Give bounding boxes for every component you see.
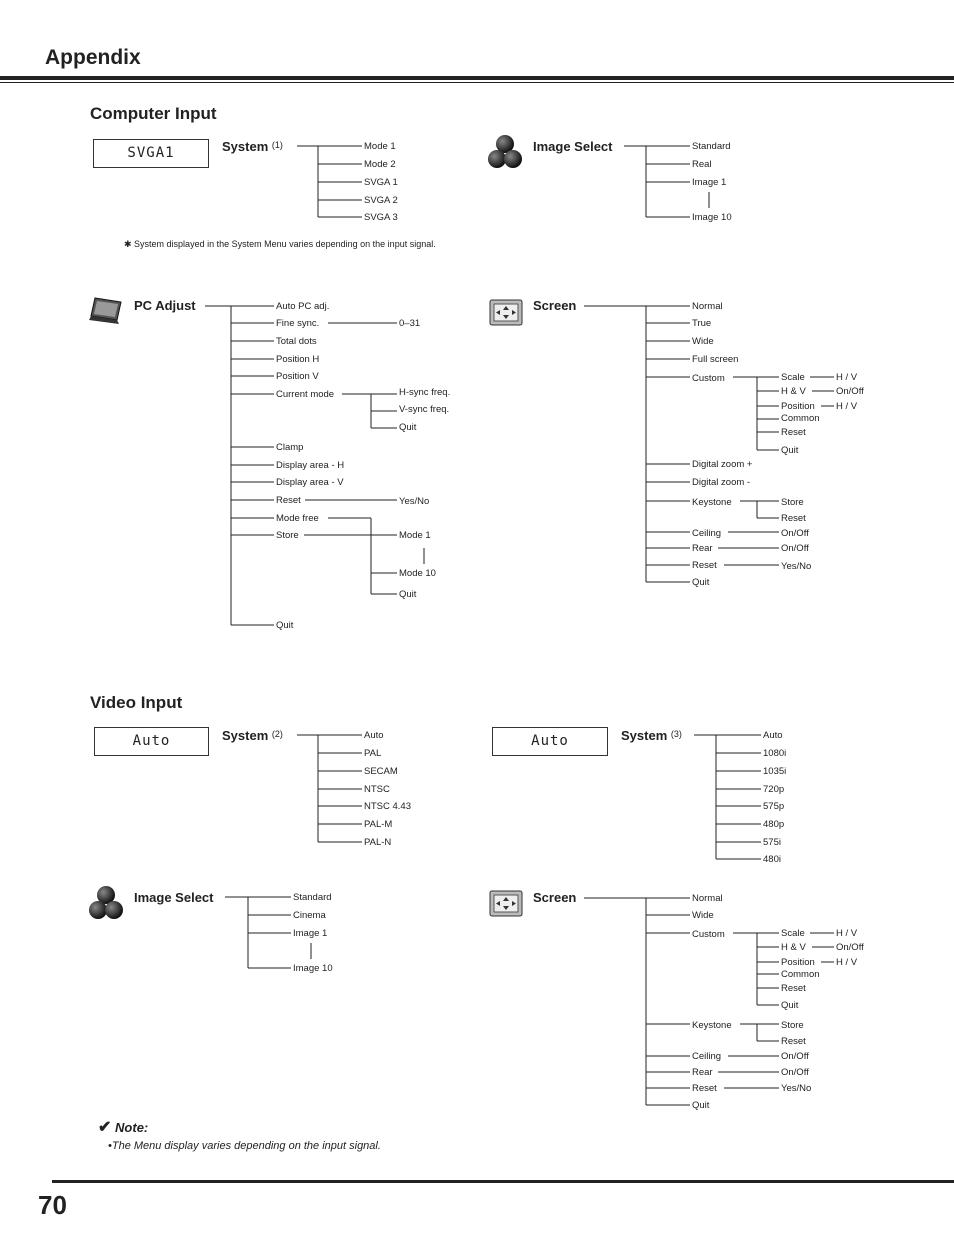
page-title: Appendix — [45, 46, 141, 69]
note-text: •The Menu display varies depending on the input signal. — [108, 1140, 381, 1152]
custom-value: On/Off — [836, 386, 864, 397]
image-select-icon — [89, 884, 123, 922]
screen-item: Keystone — [692, 497, 732, 508]
pc-adjust-item: Store — [276, 530, 299, 541]
system-menu-label: System $^{(1)}$ — [222, 139, 283, 154]
screen-item: Reset — [692, 1083, 717, 1094]
system-item: NTSC 4.43 — [364, 801, 411, 812]
screen-reset-value: Yes/No — [781, 561, 812, 572]
image-select-icon — [488, 133, 522, 171]
system-item: Mode 1 — [364, 141, 396, 152]
system-item: 480i — [763, 854, 781, 865]
custom-value: On/Off — [836, 942, 864, 953]
current-mode-sub-item: Quit — [399, 422, 417, 433]
pc-adjust-item: Current mode — [276, 389, 335, 400]
custom-sub-item: Reset — [781, 427, 806, 438]
screen-item: Digital zoom + — [692, 459, 753, 470]
store-sub-item: Quit — [399, 589, 417, 600]
pc-adjust-menu-label: PC Adjust — [134, 298, 196, 313]
auto-display-box: Auto — [94, 727, 209, 756]
reset-value: Yes/No — [399, 496, 430, 507]
system-item: 575i — [763, 837, 781, 848]
screen-item: Custom — [692, 929, 725, 940]
image-select-item: Cinema — [293, 910, 326, 921]
screen-item: Custom — [692, 373, 725, 384]
screen-item: Rear — [692, 1067, 713, 1078]
screen-reset-value: Yes/No — [781, 1083, 812, 1094]
system-item: SVGA 3 — [364, 212, 398, 223]
screen-item: Full screen — [692, 354, 739, 365]
image-select-menu-label: Image Select — [134, 890, 214, 905]
screen-item: Digital zoom - — [692, 477, 751, 488]
custom-value: H / V — [836, 957, 858, 968]
pc-adjust-item: Display area - V — [276, 477, 344, 488]
screen-item: Normal — [692, 893, 723, 904]
checkmark-icon: ✔ — [98, 1119, 112, 1136]
screen-icon — [489, 889, 523, 919]
system-item: SVGA 1 — [364, 177, 398, 188]
system-menu-label: System $^{(3)}$ — [621, 728, 682, 743]
image-select-item: Image 10 — [293, 963, 333, 974]
system-item: 1080i — [763, 748, 787, 759]
screen-item: Normal — [692, 301, 723, 312]
current-mode-sub-item: H-sync freq. — [399, 387, 451, 398]
system-item: 720p — [763, 784, 785, 795]
pc-adjust-item: Mode free — [276, 513, 319, 524]
image-select-item: Real — [692, 159, 712, 170]
ceiling-value: On/Off — [781, 1051, 809, 1062]
image-select-item: Standard — [293, 892, 332, 903]
system-item: Auto — [763, 730, 783, 741]
system-item: 480p — [763, 819, 785, 830]
custom-sub-item: Quit — [781, 1000, 799, 1011]
page-number: 70 — [38, 1190, 67, 1220]
laptop-icon — [87, 296, 125, 330]
system-item: PAL-N — [364, 837, 392, 848]
custom-sub-item: Scale — [781, 372, 805, 383]
screen-item: Wide — [692, 336, 714, 347]
store-sub-item: Mode 10 — [399, 568, 436, 579]
system-item: PAL-M — [364, 819, 393, 830]
ceiling-value: On/Off — [781, 528, 809, 539]
pc-adjust-item: Fine sync. — [276, 318, 320, 329]
custom-value: H / V — [836, 401, 858, 412]
video-input-title: Video Input — [90, 693, 183, 712]
screen-menu-label: Screen — [533, 298, 577, 313]
pc-adjust-item: Position V — [276, 371, 319, 382]
custom-sub-item: Reset — [781, 983, 806, 994]
pc-adjust-item: Position H — [276, 354, 320, 365]
pc-adjust-item: Auto PC adj. — [276, 301, 330, 312]
pc-adjust-item: Reset — [276, 495, 301, 506]
custom-sub-item: H & V — [781, 942, 806, 953]
pc-adjust-item: Quit — [276, 620, 294, 631]
system-item: NTSC — [364, 784, 390, 795]
current-mode-sub-item: V-sync freq. — [399, 404, 450, 415]
pc-adjust-item: Clamp — [276, 442, 304, 453]
screen-item: Keystone — [692, 1020, 732, 1031]
auto-display-box: Auto — [492, 727, 608, 756]
custom-sub-item: H & V — [781, 386, 806, 397]
screen-menu-label: Screen — [533, 890, 577, 905]
screen-item: Reset — [692, 560, 717, 571]
screen-item: Quit — [692, 577, 710, 588]
fine-sync-value: 0–31 — [399, 318, 421, 329]
custom-sub-item: Position — [781, 957, 815, 968]
screen-item: Rear — [692, 543, 713, 554]
image-select-item: Standard — [692, 141, 731, 152]
custom-sub-item: Scale — [781, 928, 805, 939]
screen-item: Ceiling — [692, 1051, 722, 1062]
keystone-sub-item: Store — [781, 497, 804, 508]
custom-sub-item: Common — [781, 413, 820, 424]
custom-sub-item: Position — [781, 401, 815, 412]
custom-sub-item: Common — [781, 969, 820, 980]
pc-adjust-item: Display area - H — [276, 460, 345, 471]
image-select-menu-label: Image Select — [533, 139, 613, 154]
screen-icon — [489, 298, 523, 328]
system-item: 575p — [763, 801, 785, 812]
note-heading: ✔ Note: — [98, 1119, 149, 1136]
system-item: Auto — [364, 730, 384, 741]
system-menu-label: System $^{(2)}$ — [222, 728, 283, 743]
computer-input-title: Computer Input — [90, 104, 217, 123]
custom-value: H / V — [836, 372, 858, 383]
store-sub-item: Mode 1 — [399, 530, 431, 541]
system-item: SECAM — [364, 766, 398, 777]
image-select-item: Image 1 — [293, 928, 328, 939]
system-footnote: ✱ System displayed in the System Menu varies depending on the input signal. — [124, 239, 436, 249]
pc-adjust-item: Total dots — [276, 336, 317, 347]
rear-value: On/Off — [781, 1067, 809, 1078]
keystone-sub-item: Reset — [781, 1036, 806, 1047]
keystone-sub-item: Store — [781, 1020, 804, 1031]
screen-item: True — [692, 318, 712, 329]
screen-item: Quit — [692, 1100, 710, 1111]
image-select-item: Image 1 — [692, 177, 727, 188]
custom-value: H / V — [836, 928, 858, 939]
system-item: SVGA 2 — [364, 195, 398, 206]
image-select-item: Image 10 — [692, 212, 732, 223]
screen-item: Ceiling — [692, 528, 722, 539]
rear-value: On/Off — [781, 543, 809, 554]
system-item: Mode 2 — [364, 159, 396, 170]
svga-display-box: SVGA1 — [93, 139, 209, 168]
system-item: PAL — [364, 748, 382, 759]
system-item: 1035i — [763, 766, 787, 777]
footer-rule — [52, 1180, 954, 1183]
keystone-sub-item: Reset — [781, 513, 806, 524]
screen-item: Wide — [692, 910, 714, 921]
custom-sub-item: Quit — [781, 445, 799, 456]
